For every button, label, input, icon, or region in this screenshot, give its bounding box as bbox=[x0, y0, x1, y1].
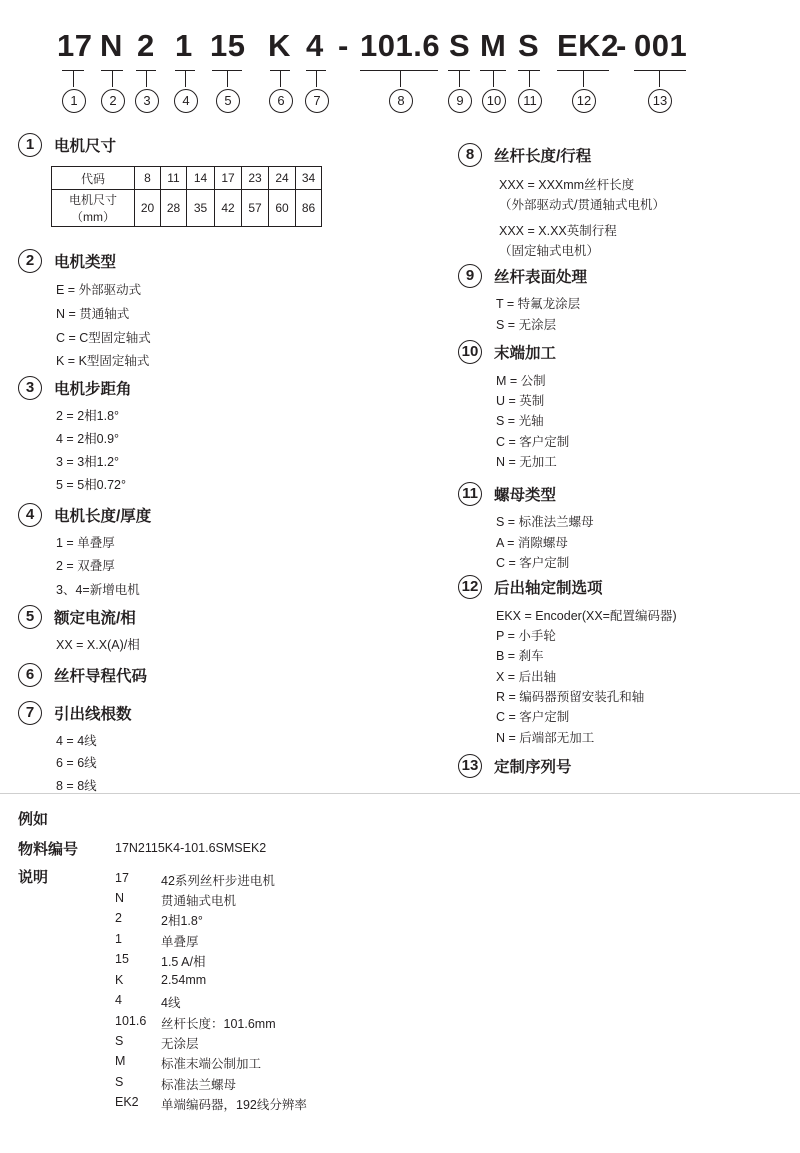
example-desc: 单叠厚 bbox=[161, 935, 199, 949]
section-number: 3 bbox=[18, 376, 42, 400]
index-circle-8: 8 bbox=[389, 89, 413, 113]
section-6-heading bbox=[18, 662, 147, 688]
section-9-heading bbox=[458, 263, 587, 289]
list-item: S = 无涂层 bbox=[496, 318, 557, 332]
code-seg-12: EK2 bbox=[557, 28, 619, 63]
index-circle-2: 2 bbox=[101, 89, 125, 113]
list-item: （外部驱动式/贯通轴式电机） bbox=[499, 198, 665, 212]
example-code: S bbox=[115, 1034, 124, 1048]
example-desc: 标准末端公制加工 bbox=[161, 1057, 262, 1071]
code-seg-5: 15 bbox=[210, 28, 246, 63]
example-code: 2 bbox=[115, 911, 122, 925]
code-seg-6: K bbox=[268, 28, 291, 63]
list-item: S = 光轴 bbox=[496, 414, 544, 428]
example-desc: 标准法兰螺母 bbox=[161, 1078, 237, 1092]
section-title: 电机尺寸 bbox=[54, 138, 117, 155]
list-item: 8 = 8线 bbox=[56, 779, 97, 793]
example-title: 例如 bbox=[18, 811, 49, 828]
list-item: XX = X.X(A)/相 bbox=[56, 638, 140, 652]
code-seg-2: N bbox=[100, 28, 123, 63]
table-label-line: （mm） bbox=[71, 210, 115, 224]
example-code: EK2 bbox=[115, 1095, 139, 1109]
code-seg-1: 17 bbox=[57, 28, 93, 63]
code-seg-10: M bbox=[480, 28, 507, 63]
section-title: 末端加工 bbox=[494, 345, 557, 362]
index-circle-4: 4 bbox=[174, 89, 198, 113]
example-code: K bbox=[115, 973, 124, 987]
section-number: 1 bbox=[18, 133, 42, 157]
list-item: P = 小手轮 bbox=[496, 629, 556, 643]
example-desc: 贯通轴式电机 bbox=[161, 894, 237, 908]
code-tick bbox=[280, 70, 281, 87]
code-tick bbox=[529, 70, 530, 87]
list-item: A = 消隙螺母 bbox=[496, 536, 568, 550]
index-circle-9: 9 bbox=[448, 89, 472, 113]
section-title: 丝杆表面处理 bbox=[494, 269, 588, 286]
code-tick bbox=[112, 70, 113, 87]
table-header-cell bbox=[52, 190, 135, 227]
section-title: 丝杆导程代码 bbox=[54, 668, 148, 685]
code-tick bbox=[185, 70, 186, 87]
code-underline bbox=[634, 70, 686, 71]
list-item: K = K型固定轴式 bbox=[56, 354, 150, 368]
section-4-heading bbox=[18, 502, 151, 528]
list-item: C = 客户定制 bbox=[496, 435, 570, 449]
list-item: X = 后出轴 bbox=[496, 670, 557, 684]
section-number: 13 bbox=[458, 754, 482, 778]
part-number-label: 物料编号 bbox=[18, 841, 79, 858]
table-header-cell: 代码 bbox=[52, 167, 135, 190]
table-cell: 57 bbox=[242, 190, 269, 227]
list-item: 6 = 6线 bbox=[56, 756, 97, 770]
code-seg-9: S bbox=[449, 28, 471, 63]
example-desc: 单端编码器，192线分辨率 bbox=[161, 1098, 307, 1112]
description-label: 说明 bbox=[18, 869, 49, 886]
section-1-heading bbox=[18, 132, 116, 158]
section-number: 6 bbox=[18, 663, 42, 687]
code-underline bbox=[360, 70, 438, 71]
example-code: 15 bbox=[115, 952, 129, 966]
section-divider bbox=[0, 793, 800, 794]
section-number: 8 bbox=[458, 143, 482, 167]
example-desc: 4线 bbox=[161, 996, 181, 1010]
list-item: 1 = 单叠厚 bbox=[56, 536, 115, 550]
section-title: 定制序列号 bbox=[494, 759, 572, 776]
index-circle-13: 13 bbox=[648, 89, 672, 113]
code-dash-2: - bbox=[616, 28, 627, 63]
list-item: 3 = 3相1.2° bbox=[56, 455, 120, 469]
list-item: N = 贯通轴式 bbox=[56, 307, 130, 321]
section-5-heading bbox=[18, 604, 136, 630]
index-circle-5: 5 bbox=[216, 89, 240, 113]
section-2-heading bbox=[18, 248, 116, 274]
code-seg-11: S bbox=[518, 28, 540, 63]
table-cell: 86 bbox=[296, 190, 322, 227]
section-number: 4 bbox=[18, 503, 42, 527]
code-seg-3: 2 bbox=[137, 28, 155, 63]
code-tick bbox=[400, 70, 401, 87]
code-tick bbox=[459, 70, 460, 87]
section-number: 5 bbox=[18, 605, 42, 629]
example-desc: 42系列丝杆步进电机 bbox=[161, 874, 275, 888]
section-7-heading bbox=[18, 700, 132, 726]
table-row bbox=[52, 190, 322, 227]
list-item: XXX = XXXmm丝杆长度 bbox=[499, 178, 635, 192]
list-item: R = 编码器预留安装孔和轴 bbox=[496, 690, 645, 704]
list-item: M = 公制 bbox=[496, 374, 546, 388]
index-circle-12: 12 bbox=[572, 89, 596, 113]
example-code: 17 bbox=[115, 871, 129, 885]
code-tick bbox=[659, 70, 660, 87]
example-desc: 丝杆长度：101.6mm bbox=[161, 1017, 276, 1031]
part-number-value: 17N2115K4-101.6SMSEK2 bbox=[115, 841, 267, 855]
section-number: 12 bbox=[458, 575, 482, 599]
section-3-heading bbox=[18, 375, 132, 401]
section-8-heading bbox=[458, 142, 591, 168]
list-item: C = 客户定制 bbox=[496, 710, 570, 724]
list-item: 3、4=新增电机 bbox=[56, 583, 140, 597]
table-label-line: 电机尺寸 bbox=[68, 193, 117, 207]
section-number: 9 bbox=[458, 264, 482, 288]
code-seg-8: 101.6 bbox=[360, 28, 441, 63]
example-code: S bbox=[115, 1075, 124, 1089]
table-cell: 20 bbox=[135, 190, 161, 227]
list-item: （固定轴式电机） bbox=[499, 244, 600, 258]
index-circle-7: 7 bbox=[305, 89, 329, 113]
code-seg-13: 001 bbox=[634, 28, 688, 63]
list-item: C = 客户定制 bbox=[496, 556, 570, 570]
list-item: XXX = X.XX英制行程 bbox=[499, 224, 617, 238]
example-desc: 无涂层 bbox=[161, 1037, 199, 1051]
code-dash-1: - bbox=[338, 28, 349, 63]
section-title: 额定电流/相 bbox=[54, 610, 136, 627]
example-code: 4 bbox=[115, 993, 122, 1007]
section-title: 后出轴定制选项 bbox=[494, 580, 603, 597]
code-seg-7: 4 bbox=[306, 28, 324, 63]
section-title: 螺母类型 bbox=[494, 487, 557, 504]
motor-size-table bbox=[51, 166, 322, 227]
example-desc: 2.54mm bbox=[161, 973, 207, 987]
section-title: 丝杆长度/行程 bbox=[494, 148, 592, 165]
list-item: N = 无加工 bbox=[496, 455, 557, 469]
list-item: U = 英制 bbox=[496, 394, 545, 408]
list-item: 5 = 5相0.72° bbox=[56, 478, 126, 492]
section-number: 7 bbox=[18, 701, 42, 725]
list-item: N = 后端部无加工 bbox=[496, 731, 595, 745]
example-code: N bbox=[115, 891, 125, 905]
table-cell: 28 bbox=[161, 190, 187, 227]
list-item: EKX = Encoder(XX=配置编码器) bbox=[496, 609, 677, 623]
index-circle-1: 1 bbox=[62, 89, 86, 113]
list-item: 4 = 4线 bbox=[56, 734, 97, 748]
section-number: 2 bbox=[18, 249, 42, 273]
code-tick bbox=[583, 70, 584, 87]
section-title: 电机步距角 bbox=[54, 381, 132, 398]
list-item: 2 = 双叠厚 bbox=[56, 559, 115, 573]
list-item: E = 外部驱动式 bbox=[56, 283, 142, 297]
section-11-heading bbox=[458, 481, 556, 507]
table-cell: 34 bbox=[296, 167, 322, 190]
example-code: 101.6 bbox=[115, 1014, 147, 1028]
section-10-heading bbox=[458, 339, 556, 365]
example-desc: 1.5 A/相 bbox=[161, 955, 206, 969]
example-code: M bbox=[115, 1054, 126, 1068]
section-title: 引出线根数 bbox=[54, 706, 132, 723]
code-tick bbox=[316, 70, 317, 87]
code-seg-4: 1 bbox=[175, 28, 193, 63]
section-title: 电机长度/厚度 bbox=[54, 508, 152, 525]
section-number: 11 bbox=[458, 482, 482, 506]
index-circle-6: 6 bbox=[269, 89, 293, 113]
table-cell: 23 bbox=[242, 167, 269, 190]
list-item: C = C型固定轴式 bbox=[56, 331, 151, 345]
index-circle-3: 3 bbox=[135, 89, 159, 113]
code-tick bbox=[493, 70, 494, 87]
table-cell: 24 bbox=[269, 167, 296, 190]
code-tick bbox=[73, 70, 74, 87]
list-item: 4 = 2相0.9° bbox=[56, 432, 120, 446]
table-cell: 60 bbox=[269, 190, 296, 227]
list-item: T = 特氟龙涂层 bbox=[496, 297, 581, 311]
example-code: 1 bbox=[115, 932, 122, 946]
table-cell: 35 bbox=[187, 190, 215, 227]
section-title: 电机类型 bbox=[54, 254, 117, 271]
list-item: B = 刹车 bbox=[496, 649, 544, 663]
code-tick bbox=[227, 70, 228, 87]
table-cell: 14 bbox=[187, 167, 215, 190]
index-circle-11: 11 bbox=[518, 89, 542, 113]
table-cell: 8 bbox=[135, 167, 161, 190]
list-item: S = 标准法兰螺母 bbox=[496, 515, 594, 529]
example-desc: 2相1.8° bbox=[161, 914, 203, 928]
table-cell: 17 bbox=[215, 167, 242, 190]
index-circle-10: 10 bbox=[482, 89, 506, 113]
section-12-heading bbox=[458, 574, 603, 600]
table-row bbox=[52, 167, 322, 190]
section-number: 10 bbox=[458, 340, 482, 364]
section-13-heading bbox=[458, 753, 572, 779]
list-item: 2 = 2相1.8° bbox=[56, 409, 120, 423]
code-tick bbox=[146, 70, 147, 87]
table-cell: 11 bbox=[161, 167, 187, 190]
table-cell: 42 bbox=[215, 190, 242, 227]
